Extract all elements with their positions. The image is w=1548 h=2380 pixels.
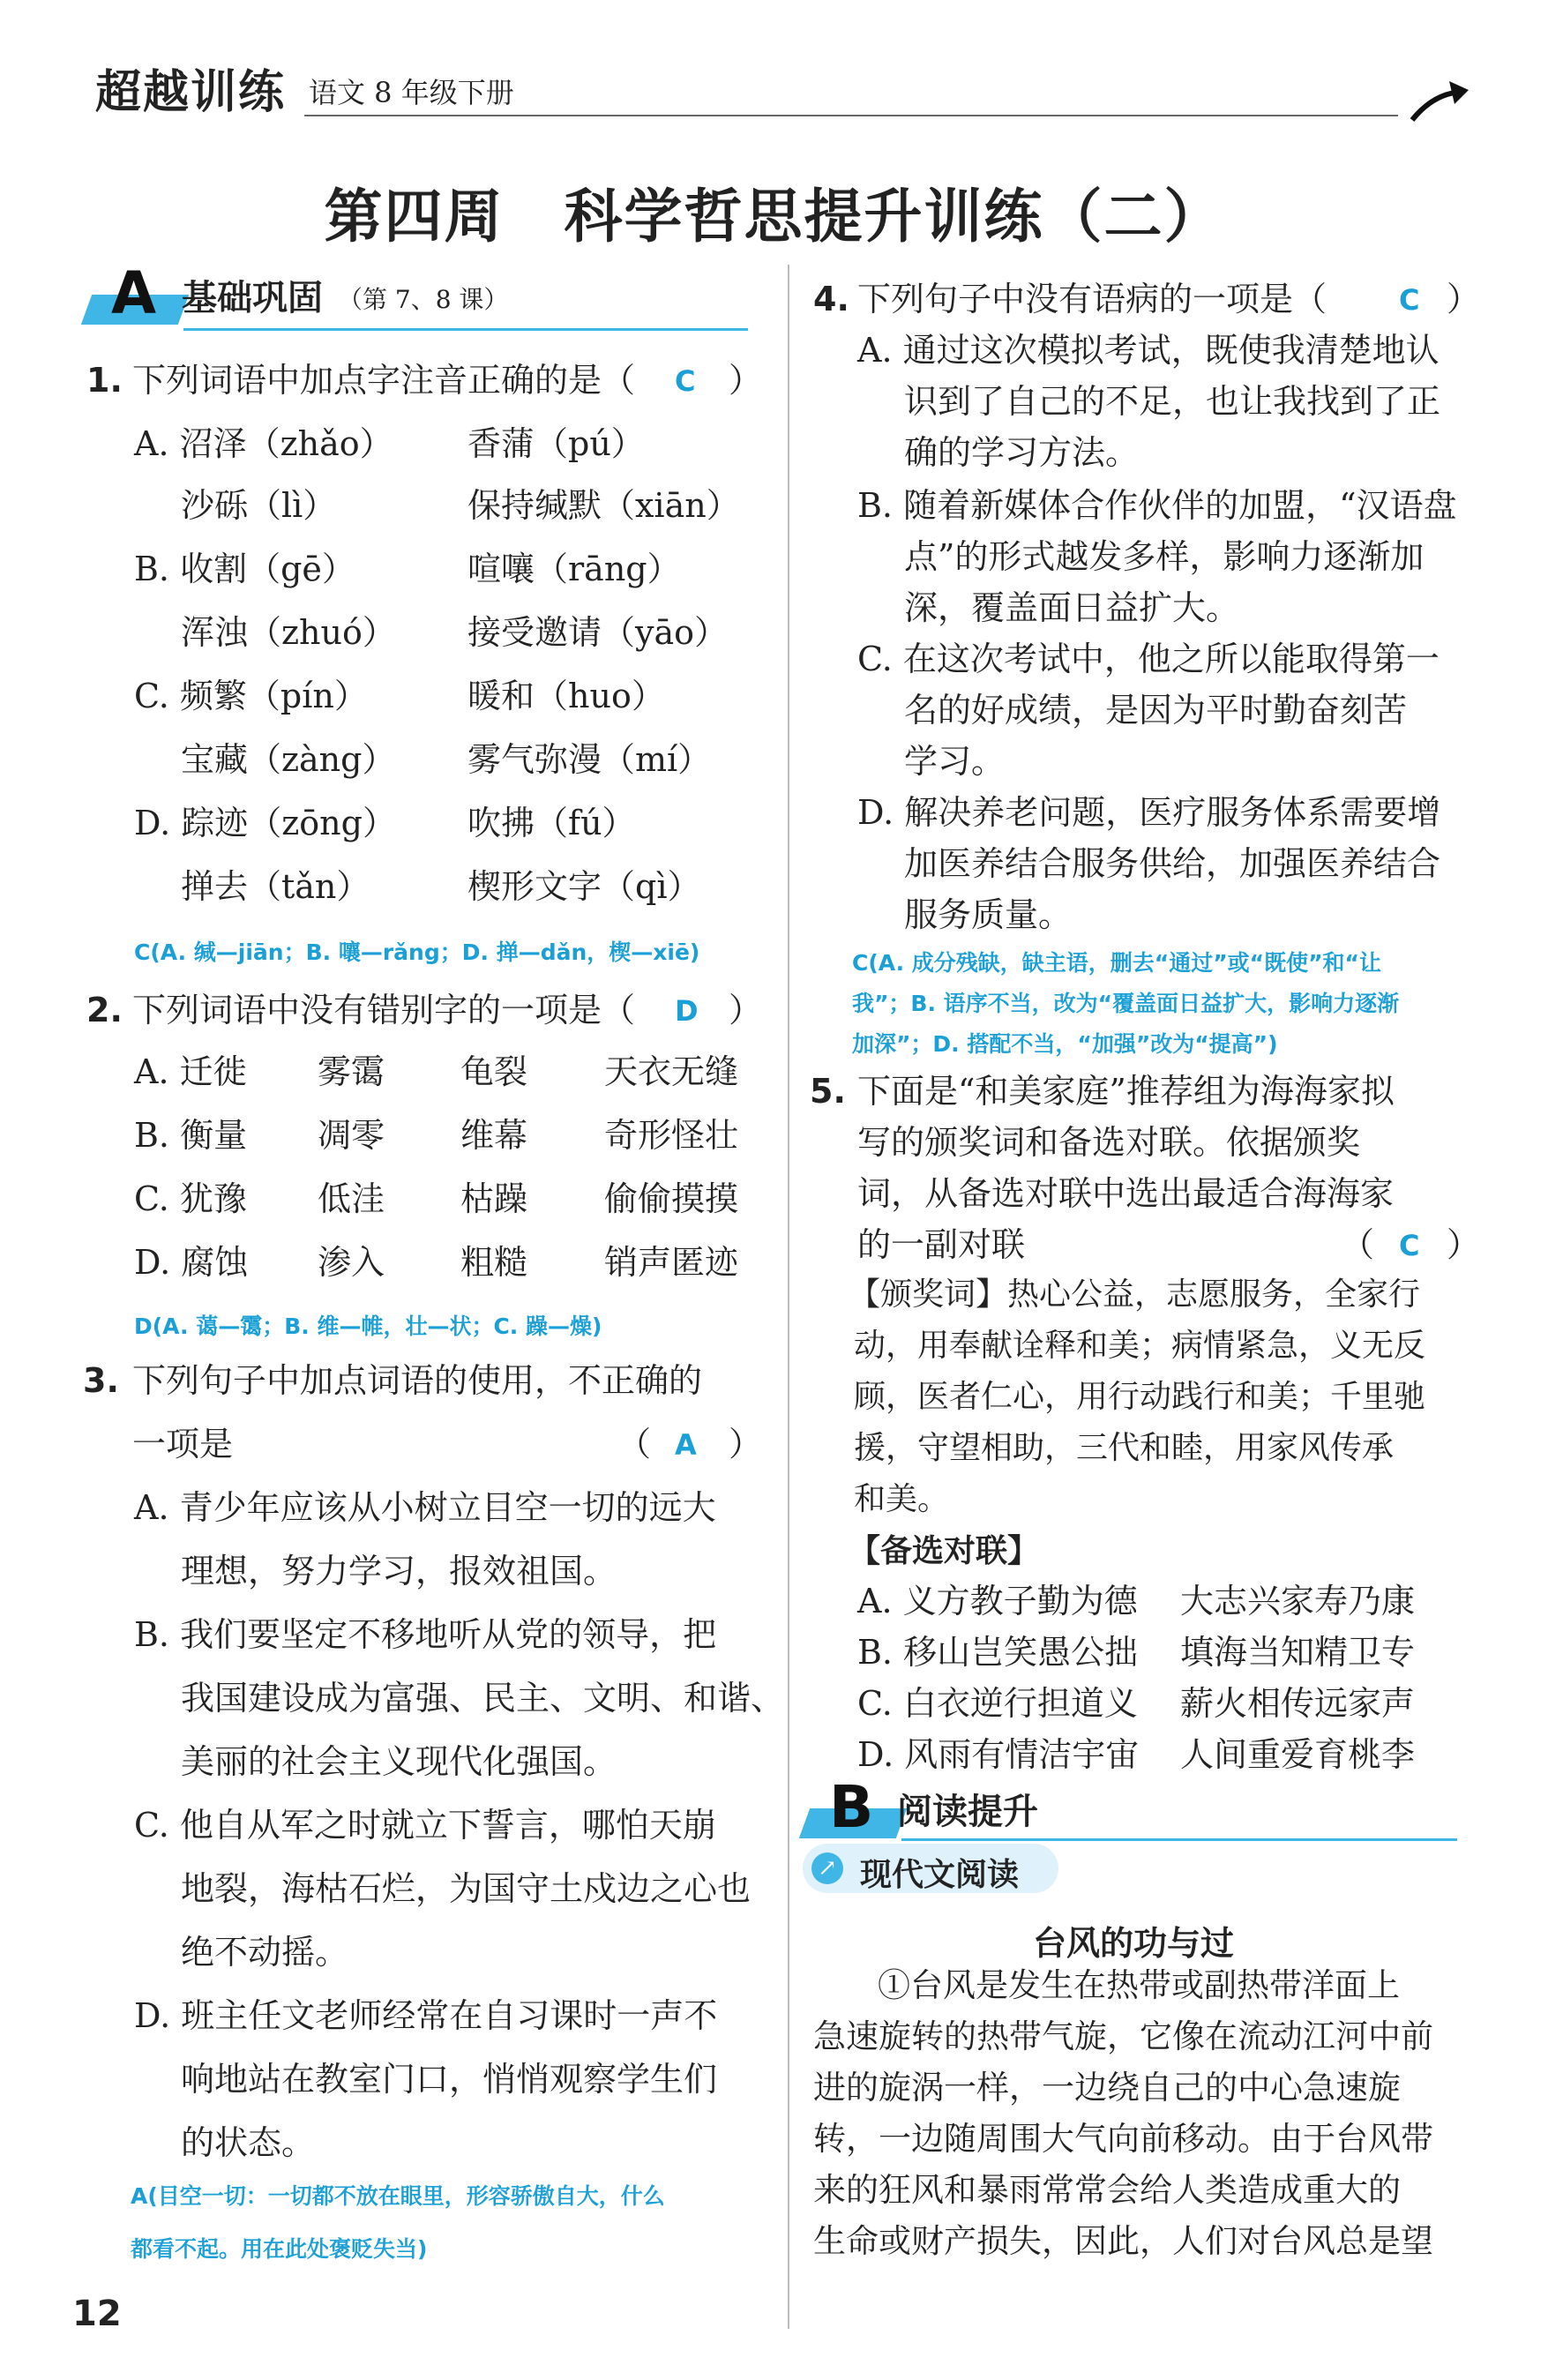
option-text: C. 他自从军之时就立下誓言，哪怕天崩: [134, 1806, 716, 1845]
header-rule: [304, 115, 1398, 116]
option-text: 天衣无缝: [604, 1052, 739, 1091]
option-text: B. 我们要坚定不移地听从党的领导，把: [134, 1615, 717, 1654]
page-title: 第四周 科学哲思提升训练（二）: [324, 182, 1224, 251]
question-stem: 下面是“和美家庭”推荐组为海海家拟: [857, 1072, 1395, 1111]
option-text: 吹拂（fú）: [467, 804, 636, 842]
option-text: 暖和（huo）: [467, 677, 665, 715]
option-text: 雾霭: [318, 1052, 385, 1091]
option-text: 美丽的社会主义现代化强国。: [181, 1742, 617, 1781]
option-text: 宝藏（zàng）: [181, 740, 396, 779]
option-text: 偷偷摸摸: [604, 1179, 739, 1218]
option-text: C. 频繁（pín）: [134, 677, 368, 715]
page-number: 12: [72, 2294, 122, 2334]
option-text: 地裂，海枯石烂，为国守土戍边之心也: [181, 1869, 752, 1908]
answer-note: C(A. 成分残缺，缺主语，删去“通过”或“既使”和“让: [852, 950, 1381, 976]
question-stem: 一项是: [132, 1425, 234, 1463]
question-number: 2.: [86, 991, 123, 1029]
option-text: 理想，努力学习，报效祖国。: [181, 1552, 617, 1590]
close-paren: ）: [729, 361, 763, 400]
option-text: 喧嚷（rāng）: [467, 550, 681, 588]
option-text: 接受邀请（yāo）: [467, 613, 729, 652]
close-paren: ）: [729, 991, 763, 1029]
brand-title: 超越训练: [95, 66, 287, 119]
option-text: 低洼: [318, 1179, 385, 1218]
option-text: 销声匿迹: [604, 1243, 739, 1282]
answer-note: A(目空一切：一切都不放在眼里，形容骄傲自大，什么: [131, 2183, 665, 2209]
article-line: ①台风是发生在热带或副热带洋面上: [878, 1966, 1400, 2004]
option-text: 渗入: [318, 1243, 385, 1282]
award-speech-text: 【颁奖词】热心公益，志愿服务，全家行: [849, 1276, 1421, 1313]
couplet-option: 人间重爱育桃李: [1180, 1735, 1416, 1774]
article-line: 生命或财产损失，因此，人们对台风总是望: [813, 2222, 1433, 2260]
question-stem: 下列词语中没有错别字的一项是（: [132, 991, 636, 1029]
option-text: 名的好成绩，是因为平时勤奋刻苦: [904, 691, 1408, 730]
option-text: 香蒲（pú）: [467, 424, 645, 463]
book-subtitle: 语文 8 年级下册: [309, 76, 514, 109]
option-text: 保持缄默（xiān）: [467, 486, 740, 525]
section-b-title: 阅读提升: [897, 1792, 1038, 1832]
option-text: 粗糙: [460, 1243, 528, 1282]
question-number: 5.: [810, 1072, 846, 1111]
option-text: D. 班主任文老师经常在自习课时一声不: [134, 1996, 718, 2035]
option-text: B. 随着新媒体合作伙伴的加盟，“汉语盘: [857, 486, 1457, 525]
article-line: 进的旋涡一样，一边绕自己的中心急速旋: [813, 2069, 1401, 2107]
option-text: 凋零: [318, 1116, 385, 1155]
option-text: 深，覆盖面日益扩大。: [904, 588, 1240, 627]
option-text: C. 在这次考试中，他之所以能取得第一: [857, 640, 1440, 678]
option-text: A. 沼泽（zhǎo）: [134, 424, 393, 463]
couplet-heading: 【备选对联】: [849, 1532, 1040, 1569]
option-text: A. 迁徙: [134, 1052, 247, 1091]
couplet-option: 大志兴家寿乃康: [1180, 1582, 1416, 1620]
close-paren: ）: [1447, 1225, 1481, 1264]
question-stem: 的一副对联: [857, 1225, 1026, 1264]
open-paren: （: [617, 1425, 652, 1463]
section-a-letter: A: [111, 259, 157, 327]
option-text: 确的学习方法。: [904, 433, 1140, 472]
article-line: 来的狂风和暴雨常常会给人类造成重大的: [813, 2171, 1401, 2209]
option-text: 楔形文字（qì）: [467, 867, 701, 906]
couplet-option: B. 移山岂笑愚公拙: [857, 1633, 1139, 1672]
answer-note: C(A. 缄—jiān；B. 嚷—rǎng；D. 掸—dǎn，楔—xiē): [134, 939, 700, 965]
answer-note: 加深”；D. 搭配不当，“加强”改为“提高”): [852, 1031, 1278, 1057]
arrow-icon: [1407, 76, 1477, 129]
option-text: 绝不动摇。: [181, 1933, 349, 1972]
article-line: 急速旋转的热带气旋，它像在流动江河中前: [813, 2017, 1433, 2055]
option-text: D. 解决养老问题，医疗服务体系需要增: [857, 793, 1441, 832]
option-text: 沙砾（lì）: [181, 486, 337, 525]
answer-letter: C: [1399, 1229, 1420, 1262]
option-text: 识到了自己的不足，也让我找到了正: [904, 382, 1441, 421]
couplet-option: A. 义方教子勤为德: [857, 1582, 1138, 1620]
option-text: 点”的形式越发多样，影响力逐渐加: [904, 537, 1425, 576]
option-text: 雾气弥漫（mí）: [467, 740, 712, 779]
section-b-letter: B: [829, 1773, 874, 1841]
couplet-option: 薪火相传远家声: [1180, 1684, 1416, 1723]
option-text: 响地站在教室门口，悄悄观察学生们: [181, 2060, 718, 2099]
reading-type-label: 现代文阅读: [860, 1857, 1020, 1893]
question-stem: 下列句子中加点词语的使用，不正确的: [132, 1361, 703, 1400]
couplet-option: C. 白衣逆行担道义: [857, 1684, 1138, 1723]
option-text: 学习。: [904, 742, 1006, 781]
award-speech-text: 和美。: [854, 1481, 950, 1517]
close-paren: ）: [1447, 280, 1481, 318]
option-text: 的状态。: [181, 2123, 316, 2162]
close-paren: ）: [729, 1425, 763, 1463]
answer-note: 我”；B. 语序不当，改为“覆盖面日益扩大，影响力逐渐: [852, 991, 1400, 1016]
option-text: 我国建设成为富强、民主、文明、和谐、: [181, 1679, 785, 1718]
answer-letter: C: [675, 364, 696, 398]
option-text: 龟裂: [460, 1052, 528, 1091]
question-stem: 下列词语中加点字注音正确的是（: [132, 361, 636, 400]
couplet-option: D. 风雨有情洁宇宙: [857, 1735, 1140, 1774]
section-a-rule: [183, 328, 748, 331]
question-number: 3.: [83, 1361, 119, 1400]
option-text: 浑浊（zhuó）: [181, 613, 396, 652]
option-text: A. 通过这次模拟考试，既使我清楚地认: [857, 331, 1440, 370]
answer-note: D(A. 蔼—霭；B. 维—帷，壮—状；C. 躁—燥): [134, 1313, 602, 1339]
article-title: 台风的功与过: [1032, 1923, 1234, 1963]
option-text: 奇形怪壮: [604, 1116, 739, 1155]
award-speech-text: 援，守望相助，三代和睦，用家风传承: [854, 1430, 1395, 1466]
award-speech-text: 动，用奉献诠释和美；病情紧急，义无反: [854, 1328, 1426, 1364]
article-line: 转，一边随周围大气向前移动。由于台风带: [813, 2120, 1433, 2158]
question-stem: 下列句子中没有语病的一项是（: [857, 280, 1327, 318]
option-text: D. 踪迹（zōng）: [134, 804, 396, 842]
option-text: 掸去（tǎn）: [181, 867, 370, 906]
arrow-icon: ↗: [811, 1852, 843, 1884]
couplet-option: 填海当知精卫专: [1180, 1633, 1416, 1672]
option-text: B. 收割（gē）: [134, 550, 355, 588]
section-b-heading: [804, 1773, 1466, 1842]
option-text: 维幕: [460, 1116, 528, 1155]
question-stem: 写的颁奖词和备选对联。依据颁奖: [857, 1123, 1361, 1162]
answer-letter: C: [1399, 283, 1420, 317]
answer-letter: A: [675, 1428, 697, 1462]
answer-letter: D: [675, 994, 699, 1028]
award-speech-text: 顾，医者仁心，用行动践行和美；千里驰: [854, 1379, 1426, 1415]
option-text: D. 腐蚀: [134, 1243, 249, 1282]
question-stem: 词，从备选对联中选出最适合海海家: [857, 1174, 1395, 1213]
open-paren: （: [1341, 1225, 1375, 1264]
option-text: 加医养结合服务供给，加强医养结合: [904, 844, 1441, 883]
section-a-subtitle: （第 7、8 课）: [338, 285, 509, 314]
option-text: 服务质量。: [904, 895, 1073, 934]
option-text: B. 衡量: [134, 1116, 248, 1155]
question-number: 1.: [86, 361, 123, 400]
question-number: 4.: [813, 280, 849, 318]
section-b-rule: [901, 1838, 1457, 1841]
option-text: A. 青少年应该从小树立目空一切的远大: [134, 1488, 716, 1527]
section-a-heading: [86, 259, 748, 328]
answer-note: 都看不起。用在此处褒贬失当): [131, 2236, 428, 2262]
option-text: 枯躁: [460, 1179, 528, 1218]
section-a-title: 基础巩固: [182, 278, 323, 318]
option-text: C. 犹豫: [134, 1179, 247, 1218]
column-divider: [788, 265, 789, 2329]
